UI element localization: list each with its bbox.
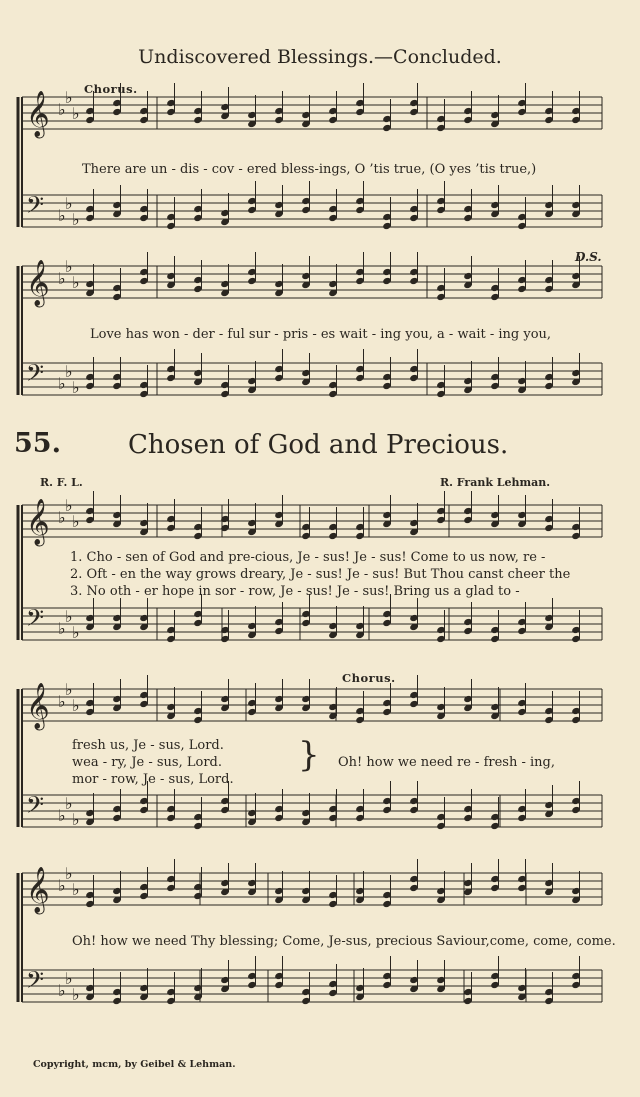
verse-1: 1. Cho - sen of God and pre-cious, Je - sus! Je - sus! Come to us now, re - [70, 550, 546, 565]
verse-1-ending: fresh us, Je - sus, Lord. [72, 738, 224, 753]
flat-icon: ♭ [72, 880, 80, 899]
verse-brace: } [298, 735, 320, 775]
music-credit: R. Frank Lehman. [440, 476, 551, 489]
bass-clef-icon: 𝄢 [26, 791, 45, 824]
chorus-lyric-2: Oh! how we need Thy blessing; Come, Je-sus, precious Saviour,come, come, come. [72, 934, 616, 949]
flat-icon: ♭ [72, 623, 80, 642]
bass-clef-icon: 𝄢 [26, 604, 45, 637]
flat-icon: ♭ [72, 273, 80, 292]
verse-3-ending: mor - row, Je - sus, Lord. [72, 772, 234, 787]
ds-label: D.S. [575, 250, 602, 264]
flat-icon: ♭ [58, 876, 66, 895]
flat-icon: ♭ [65, 496, 73, 515]
flat-icon: ♭ [58, 981, 66, 1000]
verse-2-ending: wea - ry, Je - sus, Lord. [72, 755, 222, 770]
copyright-notice: Copyright, mcm, by Geibel & Lehman. [33, 1059, 236, 1070]
flat-icon: ♭ [58, 206, 66, 225]
flat-icon: ♭ [58, 374, 66, 393]
verse-3: 3. No oth - er hope in sor - row, Je - sus! Je - sus! Bring us a glad to - [70, 584, 520, 599]
hymn-number: 55. [14, 428, 61, 459]
flat-icon: ♭ [58, 806, 66, 825]
flat-icon: ♭ [72, 985, 80, 1004]
flat-icon: ♭ [65, 362, 73, 381]
flat-icon: ♭ [65, 969, 73, 988]
treble-clef-icon: 𝄞 [26, 91, 50, 137]
page-header-title: Undiscovered Blessings.—Concluded. [138, 46, 502, 68]
chorus-lyric-1: Oh! how we need re - fresh - ing, [338, 755, 555, 770]
flat-icon: ♭ [65, 88, 73, 107]
flat-icon: ♭ [58, 100, 66, 119]
flat-icon: ♭ [65, 680, 73, 699]
lyric-line-1: There are un - dis - cov - ered bless-ings, O ’tis true, (O yes ’tis true,) [82, 162, 537, 177]
flat-icon: ♭ [58, 269, 66, 288]
hymn-title: Chosen of God and Precious. [128, 430, 509, 460]
flat-icon: ♭ [65, 257, 73, 276]
lyric-line-2: Love has won - der - ful sur - pris - es wait - ing you, a - wait - ing you, [90, 327, 552, 342]
verse-2: 2. Oft - en the way grows dreary, Je - sus! Je - sus! But Thou canst cheer the [70, 567, 571, 582]
flat-icon: ♭ [65, 607, 73, 626]
treble-clef-icon: 𝄞 [26, 260, 50, 306]
flat-icon: ♭ [65, 864, 73, 883]
bass-clef-icon: 𝄢 [26, 966, 45, 999]
flat-icon: ♭ [65, 794, 73, 813]
bass-clef-icon: 𝄢 [26, 191, 45, 224]
flat-icon: ♭ [58, 619, 66, 638]
chorus-label-hymn: Chorus. [342, 671, 396, 685]
flat-icon: ♭ [72, 104, 80, 123]
flat-icon: ♭ [72, 378, 80, 397]
flat-icon: ♭ [58, 508, 66, 527]
treble-clef-icon: 𝄞 [26, 683, 50, 729]
flat-icon: ♭ [72, 210, 80, 229]
flat-icon: ♭ [72, 810, 80, 829]
flat-icon: ♭ [58, 692, 66, 711]
bass-clef-icon: 𝄢 [26, 359, 45, 392]
flat-icon: ♭ [65, 194, 73, 213]
treble-clef-icon: 𝄞 [26, 867, 50, 913]
flat-icon: ♭ [72, 512, 80, 531]
words-credit: R. F. L. [40, 476, 83, 489]
flat-icon: ♭ [72, 696, 80, 715]
chorus-label-top: Chorus. [84, 82, 138, 96]
treble-clef-icon: 𝄞 [26, 499, 50, 545]
